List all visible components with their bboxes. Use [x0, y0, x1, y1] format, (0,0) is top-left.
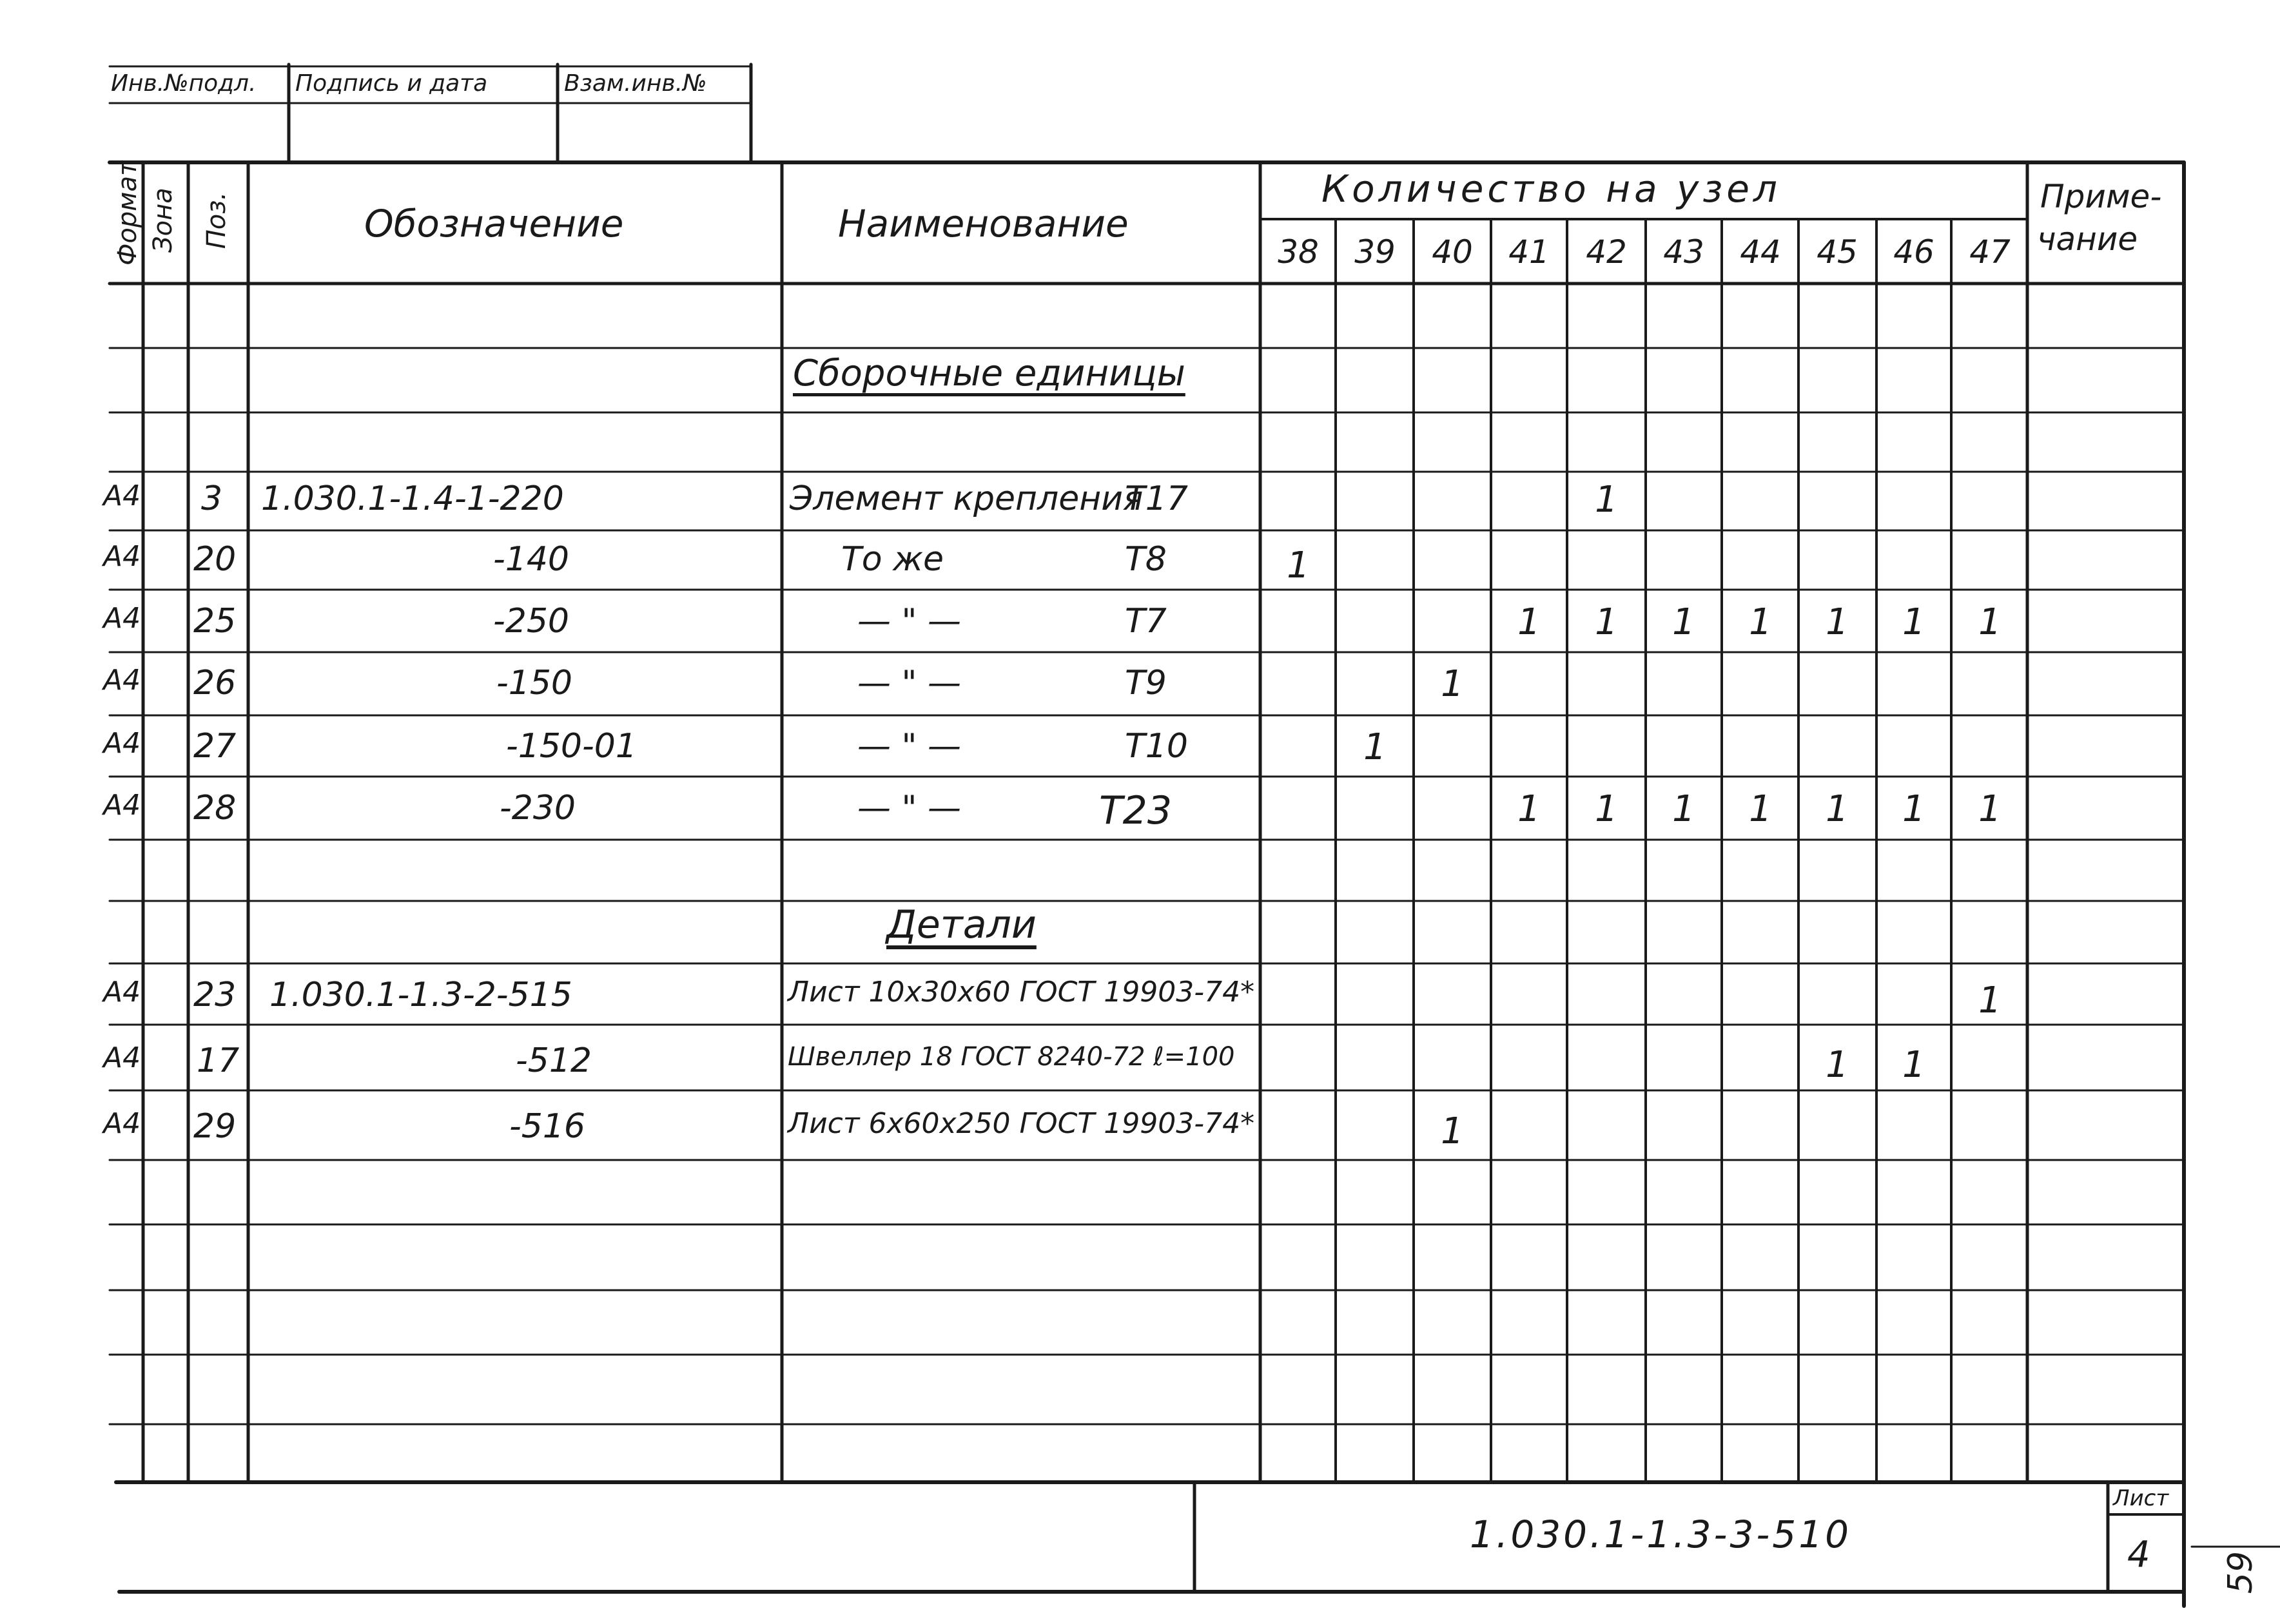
table-row-mark: Т7 [1125, 602, 1167, 641]
qty-col-46: 46 [1893, 233, 1934, 271]
qty-cell: 1 [1749, 788, 1772, 830]
table-row-name: — " — [857, 727, 961, 766]
table-row-pos: 3 [201, 479, 223, 518]
table-row-name: Лист 10х30х60 ГОСТ 19903-74* [788, 976, 1255, 1009]
table-row-pos: 25 [193, 602, 237, 641]
table-row-pos: 17 [197, 1041, 240, 1080]
section-details: Детали [886, 902, 1037, 947]
table-row-pos: 29 [193, 1107, 237, 1146]
qty-cell: 1 [1595, 788, 1618, 830]
header-name-label: Наименование [838, 202, 1129, 246]
header-zone-label: Зона [148, 188, 178, 253]
table-row-format: А4 [103, 602, 141, 635]
qty-cell: 1 [1826, 1044, 1849, 1086]
table-row-name: Швеллер 18 ГОСТ 8240-72 ℓ=100 [788, 1042, 1235, 1072]
table-row-pos: 20 [193, 540, 237, 579]
stamp-replace-inv-label: Взам.инв.№ [564, 70, 707, 97]
header-note-label-1: Приме- [2040, 178, 2162, 215]
table-row-format: А4 [103, 540, 141, 573]
table-row-name: То же [841, 540, 944, 579]
table-row-format: А4 [103, 727, 141, 760]
qty-cell: 1 [1978, 788, 2002, 830]
stamp-signature-label: Подпись и дата [295, 70, 488, 97]
table-row-format: А4 [103, 976, 141, 1009]
qty-cell: 1 [1287, 545, 1310, 586]
qty-cell: 1 [1978, 980, 2002, 1021]
header-note-label-2: чание [2037, 220, 2138, 258]
table-row-name: Лист 6х60х250 ГОСТ 19903-74* [788, 1107, 1255, 1140]
qty-col-39: 39 [1354, 233, 1396, 271]
table-row-designation: -512 [516, 1041, 592, 1080]
section-assembly-units: Сборочные единицы [793, 353, 1185, 394]
table-row-name: Элемент крепления [790, 479, 1144, 518]
table-row-designation: -140 [493, 540, 570, 579]
table-row-designation: 1.030.1-1.3-2-515 [269, 976, 572, 1014]
table-row-mark: Т9 [1125, 664, 1167, 702]
qty-cell: 1 [1595, 479, 1618, 521]
document-code: 1.030.1-1.3-3-510 [1470, 1513, 1852, 1556]
qty-cell: 1 [1826, 788, 1849, 830]
table-row-designation: -150-01 [506, 727, 637, 766]
header-qty-label: Количество на узел [1321, 167, 1781, 211]
table-row-pos: 28 [193, 789, 237, 827]
qty-cell: 1 [1902, 1044, 1925, 1086]
qty-cell: 1 [1672, 788, 1695, 830]
qty-cell: 1 [1595, 601, 1618, 643]
table-row-format: А4 [103, 1107, 141, 1140]
qty-col-41: 41 [1508, 233, 1550, 271]
table-row-mark: Т17 [1125, 479, 1188, 518]
qty-col-44: 44 [1740, 233, 1781, 271]
table-row-name: — " — [857, 789, 961, 827]
qty-cell: 1 [1902, 788, 1925, 830]
qty-cell: 1 [1749, 601, 1772, 643]
table-row-pos: 26 [193, 664, 237, 702]
qty-col-43: 43 [1663, 233, 1704, 271]
table-row-mark: Т23 [1099, 788, 1172, 833]
qty-col-42: 42 [1586, 233, 1627, 271]
qty-col-47: 47 [1969, 233, 2011, 271]
table-row-format: А4 [103, 479, 141, 512]
header-pos-label: Поз. [202, 191, 231, 249]
qty-col-38: 38 [1278, 233, 1319, 271]
table-row-designation: -150 [496, 664, 573, 702]
table-row-pos: 27 [193, 727, 237, 766]
qty-cell: 1 [1441, 663, 1464, 705]
qty-col-45: 45 [1817, 233, 1858, 271]
table-row-pos: 23 [193, 976, 237, 1014]
header-format-label: Формат [113, 160, 142, 266]
table-row-name: — " — [857, 602, 961, 641]
table-row-designation: -250 [493, 602, 570, 641]
table-row-format: А4 [103, 789, 141, 822]
table-row-designation: -230 [500, 789, 576, 827]
table-row-designation: 1.030.1-1.4-1-220 [261, 479, 564, 518]
sheet-number: 4 [2127, 1534, 2150, 1576]
table-row-mark: Т8 [1125, 540, 1167, 579]
qty-cell: 1 [1517, 601, 1541, 643]
header-designation-label: Обозначение [364, 202, 624, 246]
qty-cell: 1 [1441, 1110, 1464, 1152]
qty-cell: 1 [1978, 601, 2002, 643]
sheet-label: Лист [2113, 1485, 2169, 1511]
page-number: 59 [2221, 1551, 2260, 1594]
qty-cell: 1 [1363, 726, 1387, 768]
table-row-designation: -516 [509, 1107, 586, 1146]
table-row-mark: Т10 [1125, 727, 1188, 766]
table-row-name: — " — [857, 664, 961, 702]
table-row-format: А4 [103, 1041, 141, 1074]
qty-cell: 1 [1672, 601, 1695, 643]
qty-cell: 1 [1517, 788, 1541, 830]
stamp-inv-no-label: Инв.№подл. [111, 70, 257, 97]
qty-col-40: 40 [1432, 233, 1473, 271]
qty-cell: 1 [1826, 601, 1849, 643]
qty-cell: 1 [1902, 601, 1925, 643]
table-row-format: А4 [103, 664, 141, 697]
